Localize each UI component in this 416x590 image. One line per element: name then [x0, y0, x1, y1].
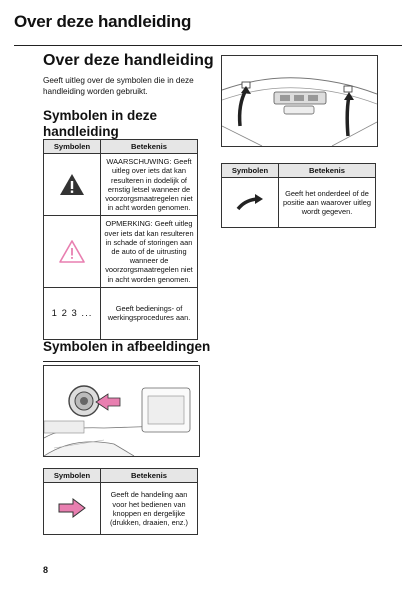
ceiling-console-drawing: [222, 56, 377, 146]
meaning-cell: OPMERKING: Geeft uitleg over iets dat kan resulteren in schade of storingen aan de auto of de uitrusting wanneer de voorzorgsmaatregelen niet in acht worden genomen.: [101, 216, 198, 287]
position-symbols-table: [221, 163, 376, 228]
meaning-cell: Geeft de handeling aan voor het bedienen van knoppen en dergelijke (drukken, draaien, enz.): [101, 483, 198, 535]
table-row: [44, 287, 198, 339]
col-meaning-header: Betekenis: [101, 469, 198, 483]
symbols-heading: Symbolen in deze handleiding: [43, 108, 158, 139]
symbol-cell: [44, 154, 101, 216]
meaning-cell: Geeft het onderdeel of de positie aan waarover uitleg wordt gegeven.: [279, 178, 376, 228]
col-meaning-header: Betekenis: [101, 140, 198, 154]
action-symbols-table: [43, 468, 198, 535]
table-row: [44, 483, 198, 535]
meaning-cell: Geeft bedienings- of werkingsprocedures aan.: [101, 287, 198, 339]
figures-divider: [43, 361, 198, 362]
table-row: [44, 154, 198, 216]
table-row: [222, 178, 376, 228]
symbols-table: [43, 139, 198, 340]
page-header-title: Over deze handleiding: [14, 12, 192, 31]
dashboard-button-illustration: [43, 365, 200, 457]
warning-triangle-icon: [59, 172, 85, 196]
figures-heading: Symbolen in afbeeldingen: [43, 339, 211, 354]
col-meaning-header: Betekenis: [279, 164, 376, 178]
symbol-cell: [222, 178, 279, 228]
symbol-cell: [44, 216, 101, 287]
table-row: [44, 216, 198, 287]
section-intro: Geeft uitleg over de symbolen die in deze handleiding worden gebruikt.: [43, 76, 194, 96]
pink-arrow-icon: [57, 497, 87, 519]
col-symbol-header: Symbolen: [222, 164, 279, 178]
page-number: 8: [43, 565, 49, 575]
dashboard-drawing: [44, 366, 199, 456]
section-title: Over deze handleiding: [43, 52, 214, 69]
header-divider: [14, 45, 402, 46]
step-numbers-symbol: 1 2 3 ...: [44, 287, 101, 339]
col-symbol-header: Symbolen: [44, 469, 101, 483]
meaning-cell: WAARSCHUWING: Geeft uitleg over iets dat kan resulteren in dodelijk of ernstig letsel wanneer de voorzorgsmaatregelen niet in acht worden genomen.: [101, 154, 198, 216]
col-symbol-header: Symbolen: [44, 140, 101, 154]
overhead-console-illustration: [221, 55, 378, 147]
curved-arrow-icon: [235, 192, 265, 212]
symbol-cell: [44, 483, 101, 535]
caution-triangle-icon: [59, 239, 85, 263]
